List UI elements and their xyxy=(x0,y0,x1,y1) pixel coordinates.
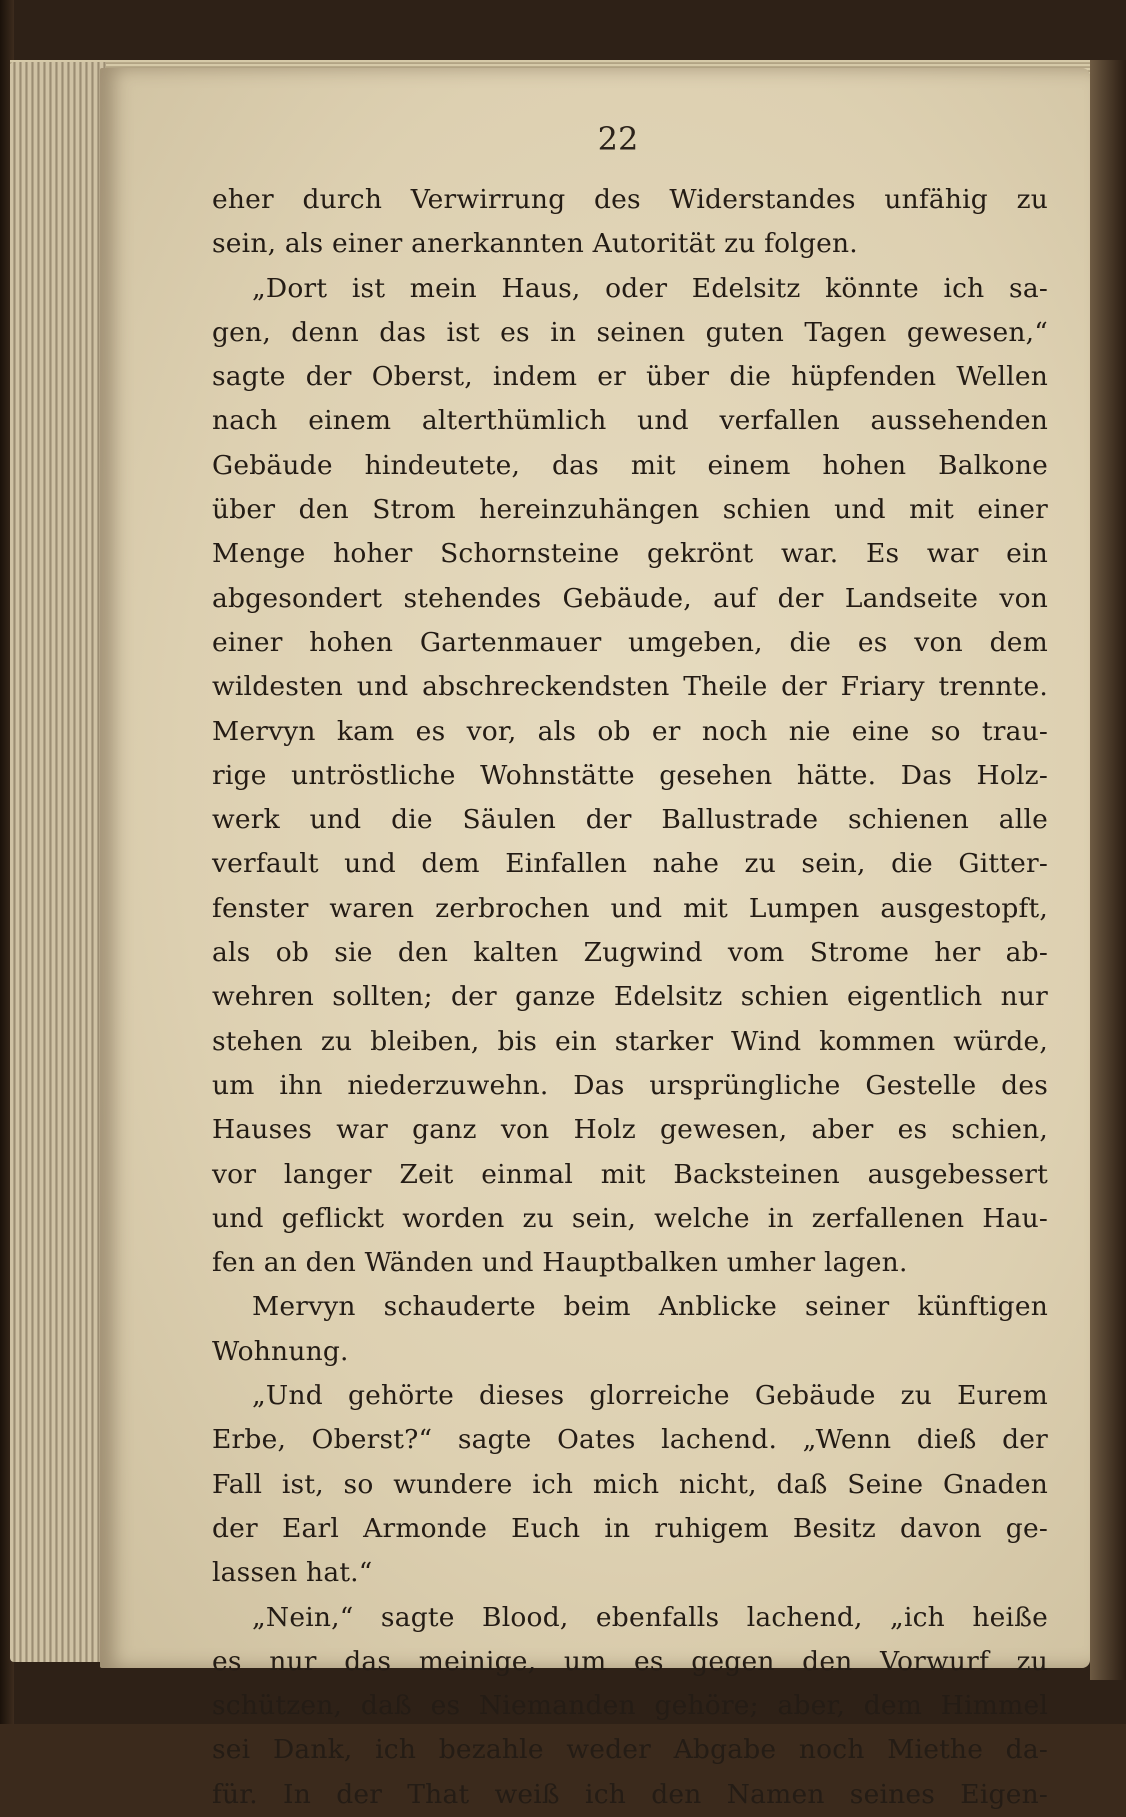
text-line: rige untröstliche Wohnstätte gesehen hätte. Das Holz- xyxy=(212,759,1048,791)
text-line: sein, als einer anerkannten Autorität zu folgen. xyxy=(212,228,858,260)
text-line: „Dort ist mein Haus, oder Edelsitz könnte ich sa- xyxy=(252,272,1048,304)
text-line: Hauses war ganz von Holz gewesen, aber es schien, xyxy=(212,1114,1048,1146)
text-line: Erbe, Oberst?“ sagte Oates lachend. „Wenn dieß der xyxy=(212,1424,1048,1456)
text-line: fenster waren zerbrochen und mit Lumpen ausgestopft, xyxy=(212,892,1048,924)
text-line: Wohnung. xyxy=(212,1335,349,1367)
text-line: schützen, daß es Niemanden gehöre; aber, dem Himmel xyxy=(212,1690,1048,1722)
text-line: Fall ist, so wundere ich mich nicht, daß Seine Gnaden xyxy=(212,1468,1048,1500)
text-line: werk und die Säulen der Ballustrade schienen alle xyxy=(212,804,1048,836)
text-line: „Und gehörte dieses glorreiche Gebäude zu Eurem xyxy=(252,1380,1048,1412)
text-line: der Earl Armonde Euch in ruhigem Besitz davon ge- xyxy=(212,1512,1048,1544)
text-line: verfault und dem Einfallen nahe zu sein, die Gitter- xyxy=(212,848,1048,880)
text-line: als ob sie den kalten Zugwind vom Strome her ab- xyxy=(212,937,1048,969)
text-line: Mervyn kam es vor, als ob er noch nie eine so trau- xyxy=(212,715,1048,747)
text-line: vor langer Zeit einmal mit Backsteinen ausgebessert xyxy=(212,1158,1048,1190)
text-line: gen, denn das ist es in seinen guten Tagen gewesen,“ xyxy=(212,316,1048,348)
text-line: eher durch Verwirrung des Widerstandes unfähig zu xyxy=(212,184,1048,215)
text-line: es nur das meinige, um es gegen den Vorwurf zu xyxy=(212,1645,1048,1677)
body-text xyxy=(212,178,1048,1817)
text-line: sei Dank, ich bezahle weder Abgabe noch Miethe da- xyxy=(212,1734,1048,1766)
page-stack-left xyxy=(10,62,106,1662)
text-line: um ihn niederzuwehn. Das ursprüngliche Gestelle des xyxy=(212,1069,1048,1101)
text-line: stehen zu bleiben, bis ein starker Wind kommen würde, xyxy=(212,1025,1048,1057)
text-line: Gebäude hindeutete, das mit einem hohen Balkone xyxy=(212,449,1048,481)
text-line: über den Strom hereinzuhängen schien und mit einer xyxy=(212,494,1048,526)
text-line: einer hohen Gartenmauer umgeben, die es von dem xyxy=(212,626,1048,658)
right-edge-shadow xyxy=(1090,60,1126,1680)
text-line: Mervyn schauderte beim Anblicke seiner künftigen xyxy=(252,1291,1048,1323)
text-line: und geflickt worden zu sein, welche in zerfallenen Hau- xyxy=(212,1202,1048,1234)
text-line: nach einem alterthümlich und verfallen aussehenden xyxy=(212,405,1048,437)
text-line: wildesten und abschreckendsten Theile der Friary trennte. xyxy=(212,671,1048,703)
text-line: lassen hat.“ xyxy=(212,1557,373,1589)
page-number: 22 xyxy=(597,120,639,158)
text-line: sagte der Oberst, indem er über die hüpfenden Wellen xyxy=(212,361,1048,393)
text-line: abgesondert stehendes Gebäude, auf der Landseite von xyxy=(212,582,1048,614)
text-line: „Nein,“ sagte Blood, ebenfalls lachend, „ich heiße xyxy=(252,1601,1048,1633)
text-line: Menge hoher Schornsteine gekrönt war. Es war ein xyxy=(212,538,1048,570)
text-line: wehren sollten; der ganze Edelsitz schien eigentlich nur xyxy=(212,981,1048,1013)
text-line: fen an den Wänden und Hauptbalken umher lagen. xyxy=(212,1247,908,1279)
text-line: für. In der That weiß ich den Namen seines Eigen- xyxy=(212,1778,1048,1810)
